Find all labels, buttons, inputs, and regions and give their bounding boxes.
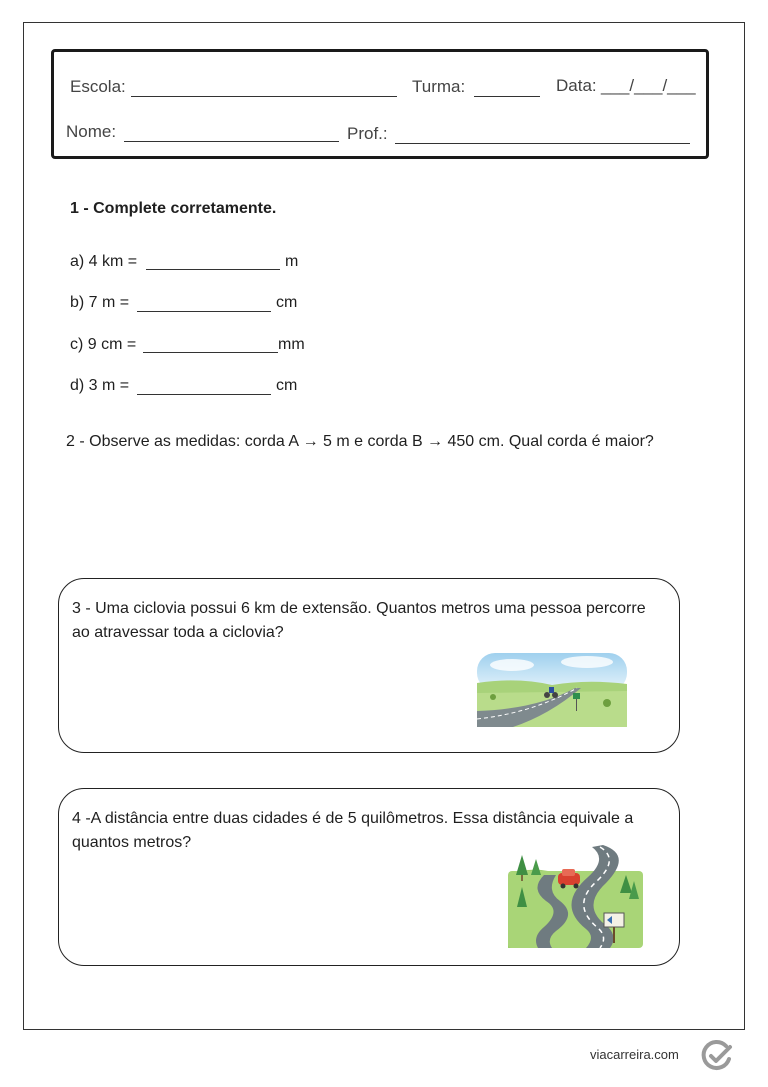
school-label: Escola: [70, 77, 126, 96]
q1-item-c-prefix: c) 9 cm = [70, 336, 137, 353]
school-field[interactable] [131, 96, 397, 97]
q1-item-b-unit: cm [276, 294, 298, 311]
q4-text: 4 -A distância entre duas cidades é de 5 quilômetros. Essa distância equivale a quantos metros? [72, 810, 634, 851]
q1-item-d-prefix: d) 3 m = [70, 377, 130, 394]
q1-item-c-unit: mm [278, 336, 305, 353]
teacher-field[interactable] [395, 143, 690, 144]
q2-answer-area[interactable] [66, 485, 666, 555]
footer-site: viacarreira.com [590, 1047, 679, 1062]
date-field[interactable]: ___/___/___ [601, 76, 696, 95]
q1-item-b-prefix: b) 7 m = [70, 294, 130, 311]
q1-item-c-answer[interactable] [143, 352, 278, 353]
q2-text: 2 - Observe as medidas: corda A → 5 m e corda B → 450 cm. Qual corda é maior? [66, 433, 654, 450]
name-label: Nome: [66, 122, 117, 141]
date-label: Data: [556, 76, 597, 95]
bike-path-illustration [477, 653, 627, 727]
q3-text: 3 - Uma ciclovia possui 6 km de extensão. Quantos metros uma pessoa percorre ao atravessar toda a ciclovia? [72, 600, 646, 641]
name-field[interactable] [124, 141, 339, 142]
road-car-illustration [508, 845, 643, 948]
q1-item-d-answer[interactable] [137, 394, 271, 395]
class-field[interactable] [474, 96, 540, 97]
checkmark-logo-icon [700, 1039, 734, 1073]
q1-item-a-answer[interactable] [146, 269, 280, 270]
q1-item-b-answer[interactable] [137, 311, 271, 312]
q1-item-a-prefix: a) 4 km = [70, 253, 138, 270]
class-label: Turma: [412, 77, 466, 96]
q1-title: 1 - Complete corretamente. [70, 200, 277, 217]
teacher-label: Prof.: [347, 124, 388, 143]
q1-item-d-unit: cm [276, 377, 298, 394]
q1-item-a-unit: m [285, 253, 299, 270]
